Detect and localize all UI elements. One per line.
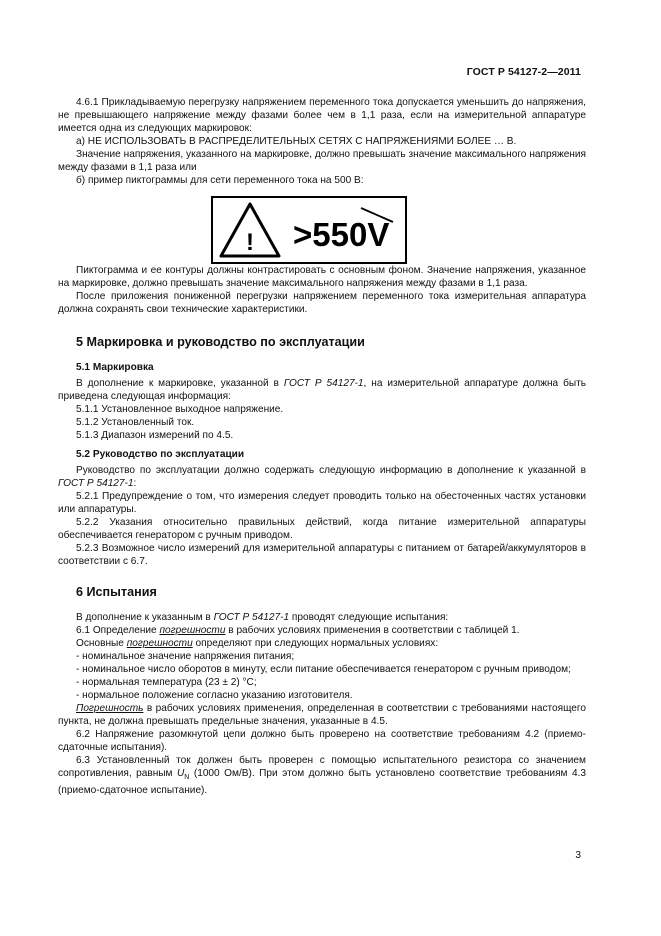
item-5-2-3: 5.2.3 Возможное число измерений для измерительной аппаратуры с питанием от батарей/аккумуляторов в соответствии с 6.7. <box>58 543 586 567</box>
exclamation-mark: ! <box>246 229 254 256</box>
paragraph-4-6-1: 4.6.1 Прикладываемую перегрузку напряжением переменного тока допускается уменьшить до напряжения, не превышающего напряжение между фазами более чем в 1,1 раза, если на измерительной аппаратуре имеется одна из следующих маркировок: <box>58 97 586 134</box>
document-code-header: ГОСТ Р 54127-2—2011 <box>466 66 581 78</box>
text-run: В дополнение к указанным в <box>76 612 214 623</box>
error-limit-paragraph <box>58 702 586 728</box>
text-run: Руководство по эксплуатации должно содержать следующую информацию в дополнение к указанной в <box>76 465 586 476</box>
text-run: в рабочих условиях применения, определенная в соответствии с требованиями настоящего пункта, не должна превышать предельные значения, указанные в 4.5. <box>58 703 586 727</box>
text-run: 6.3 Установленный ток должен быть проверен с помощью испытательного резистора со значением сопротивления, равным <box>58 755 586 779</box>
item-5-1-2: 5.1.2 Установленный ток. <box>76 417 195 428</box>
after-overload-paragraph: После приложения пониженной перегрузки напряжением переменного тока измерительная аппаратура должна сохранять свои технические характеристики. <box>58 291 586 315</box>
item-6-1 <box>58 624 586 637</box>
text-run: 6.1 Определение <box>76 625 160 636</box>
subsection-5-2-intro <box>58 464 586 490</box>
term-error: погрешности <box>159 625 226 636</box>
condition-2: - номинальное число оборотов в минуту, если питание обеспечивается генератором с ручным приводом; <box>76 664 571 675</box>
pictogram-note: Пиктограмма и ее контуры должны контрастировать с основным фоном. Значение напряжения, указанное на маркировке, должно превышать значение максимального напряжения между фазами в 1,1 раза. <box>58 265 586 289</box>
item-6-2: 6.2 Напряжение разомкнутой цепи должно быть проверено на соответствие требованиям 4.2 (приемо-сдаточные испытания). <box>58 729 586 753</box>
condition-1: - номинальное значение напряжения питания; <box>76 651 295 662</box>
item-6-3 <box>58 754 586 797</box>
basic-errors-paragraph <box>58 637 586 650</box>
page-number: 3 <box>575 850 581 861</box>
standard-reference: ГОСТ Р 54127-1 <box>283 378 364 389</box>
item-5-2-2: 5.2.2 Указания относительно правильных действий, когда питание измерительной аппаратуры обеспечивается генератором с ручным приводом. <box>58 517 586 541</box>
marking-item-b: б) пример пиктограммы для сети переменного тока на 500 В: <box>76 175 364 186</box>
text-run: , на измерительной аппаратуре должна быть приведена следующая информация: <box>58 378 586 402</box>
text-run: проводят следующие испытания: <box>289 612 449 623</box>
page-body <box>58 96 586 797</box>
text-run: В дополнение к маркировке, указанной в <box>76 378 284 389</box>
subsection-5-1-intro <box>58 377 586 403</box>
voltage-warning-pictogram <box>211 196 407 264</box>
subsection-5-1-heading: 5.1 Маркировка <box>76 362 154 373</box>
text-run: в рабочих условиях применения в соответствии с таблицей 1. <box>225 625 520 636</box>
standard-reference: ГОСТ Р 54127-1 <box>58 478 134 489</box>
item-5-1-3: 5.1.3 Диапазон измерений по 4.5. <box>76 430 234 441</box>
section-5-heading: 5 Маркировка и руководство по эксплуатации <box>76 335 365 349</box>
voltage-subscript: N <box>184 774 190 782</box>
text-run: определяют при следующих нормальных условиях: <box>192 638 439 649</box>
section-6-heading: 6 Испытания <box>76 585 157 599</box>
marking-item-a: а) НЕ ИСПОЛЬЗОВАТЬ В РАСПРЕДЕЛИТЕЛЬНЫХ СЕТЯХ С НАПРЯЖЕНИЯМИ БОЛЕЕ … В. <box>76 136 517 147</box>
text-run: : <box>133 478 137 489</box>
pictogram-voltage-label: >550V <box>293 216 390 253</box>
term-error: Погрешность <box>76 703 144 714</box>
standard-reference: ГОСТ Р 54127-1 <box>213 612 290 623</box>
voltage-symbol: U <box>176 768 185 779</box>
item-5-1-1: 5.1.1 Установленное выходное напряжение. <box>76 404 284 415</box>
subsection-5-2-heading: 5.2 Руководство по эксплуатации <box>76 449 245 460</box>
term-error: погрешности <box>126 638 193 649</box>
condition-3: - нормальная температура (23 ± 2) °C; <box>76 677 257 688</box>
marking-item-a-note: Значение напряжения, указанного на маркировке, должно превышать значение максимального напряжения между фазами в 1,1 раза или <box>58 149 586 173</box>
text-run: Основные <box>76 638 127 649</box>
condition-4: - нормальное положение согласно указанию изготовителя. <box>76 690 353 701</box>
text-run: (1000 Ом/В). При этом должно быть установлено соответствие требованиям 4.3 (приемо-сдаточное испытание). <box>58 768 587 797</box>
item-5-2-1: 5.2.1 Предупреждение о том, что измерения следует проводить только на обесточенных частях установки или аппаратуры. <box>58 491 586 515</box>
section-6-intro <box>58 611 586 624</box>
